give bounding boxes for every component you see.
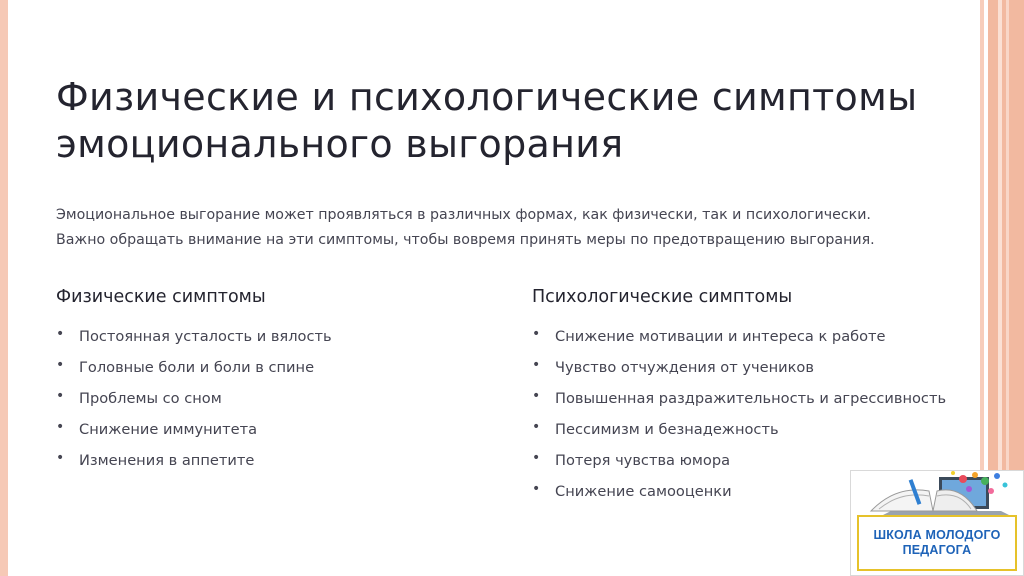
bullet-icon: • — [532, 419, 541, 435]
physical-symptoms-heading: Физические симптомы — [56, 287, 266, 307]
physical-symptoms-list — [56, 326, 476, 481]
bullet-icon: • — [56, 326, 65, 342]
list-item-label: Снижение мотивации и интереса к работе — [555, 328, 886, 345]
bullet-icon: • — [56, 419, 65, 435]
slide-title — [56, 74, 966, 168]
list-item-label: Снижение самооценки — [555, 483, 732, 500]
slide-title-line: эмоционального выгорания — [56, 122, 624, 166]
bullet-icon: • — [56, 450, 65, 466]
psychological-symptoms-heading: Психологические симптомы — [532, 287, 793, 307]
list-item-label: Снижение иммунитета — [79, 421, 258, 438]
list-item — [56, 326, 476, 357]
physical-symptoms-column — [56, 284, 476, 481]
intro-paragraph — [56, 203, 966, 253]
logo-text-line: ШКОЛА МОЛОДОГО — [873, 528, 1001, 542]
left-accent-stripe — [0, 0, 8, 576]
list-item-label: Постоянная усталость и вялость — [79, 328, 332, 345]
list-item-label: Повышенная раздражительность и агрессивность — [555, 390, 947, 407]
list-item — [532, 326, 977, 357]
bullet-icon: • — [532, 388, 541, 404]
school-logo — [850, 470, 1024, 576]
list-item-label: Чувство отчуждения от учеников — [555, 359, 814, 376]
list-item — [56, 357, 476, 388]
list-item-label: Пессимизм и безнадежность — [555, 421, 779, 438]
bullet-icon: • — [532, 357, 541, 373]
bullet-icon: • — [532, 326, 541, 342]
bullet-icon: • — [56, 388, 65, 404]
intro-line: Эмоциональное выгорание может проявляться в различных формах, как физически, так и психологически. — [56, 207, 871, 223]
slide-title-line: Физические и психологические симптомы — [56, 75, 918, 119]
list-item — [56, 450, 476, 481]
list-item — [532, 388, 977, 419]
list-item-label: Потеря чувства юмора — [555, 452, 731, 469]
intro-line: Важно обращать внимание на эти симптомы, чтобы вовремя принять меры по предотвращению выгорания. — [56, 232, 875, 248]
list-item-label: Изменения в аппетите — [79, 452, 255, 469]
bullet-icon: • — [532, 481, 541, 497]
list-item — [532, 357, 977, 388]
logo-text-line: ПЕДАГОГА — [902, 543, 972, 557]
list-item-label: Головные боли и боли в спине — [79, 359, 315, 376]
list-item — [532, 419, 977, 450]
bullet-icon: • — [56, 357, 65, 373]
list-item-label: Проблемы со сном — [79, 390, 222, 407]
logo-banner — [857, 515, 1017, 571]
bullet-icon: • — [532, 450, 541, 466]
list-item — [56, 388, 476, 419]
list-item — [56, 419, 476, 450]
book-laptop-icon — [851, 471, 1024, 517]
